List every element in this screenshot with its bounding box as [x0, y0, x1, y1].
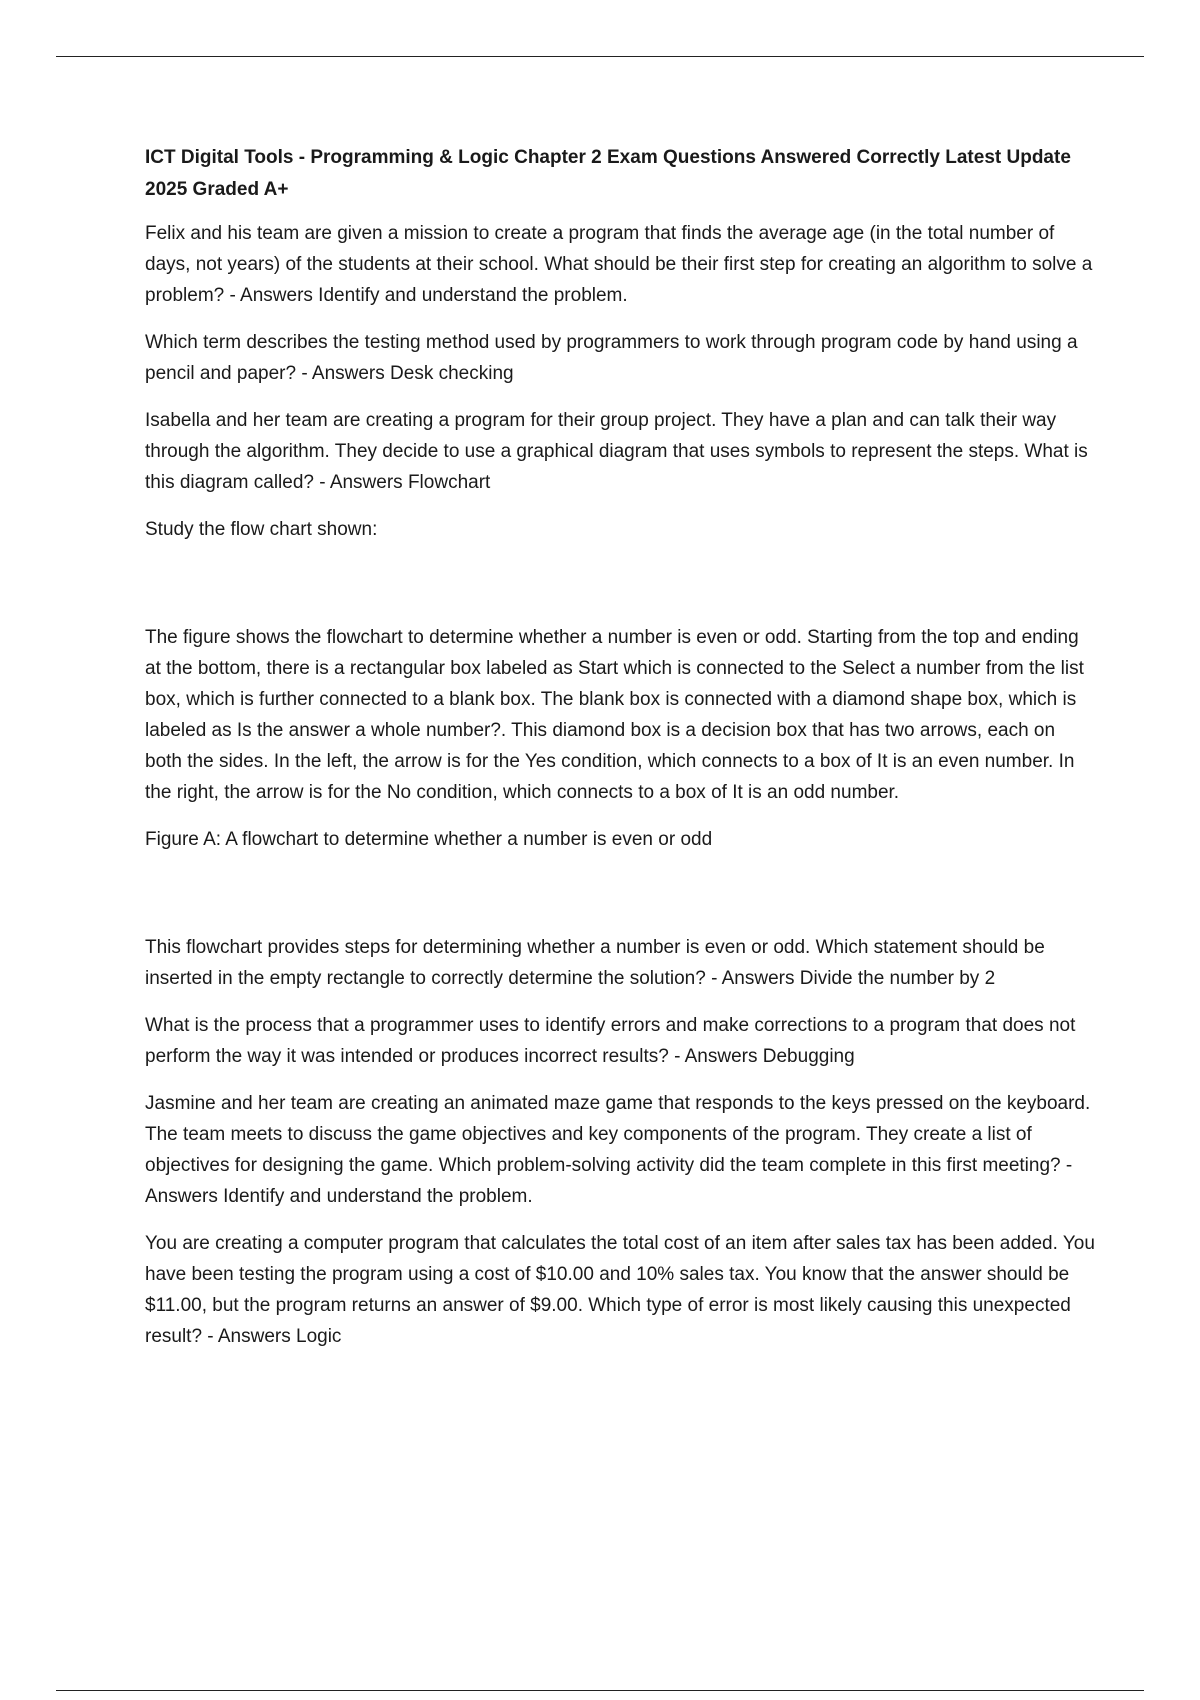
missing-figure-gap — [145, 561, 1095, 622]
question-felix: Felix and his team are given a mission to create a program that finds the average age (in the total number of days, not years) of the students at their school. What should be their first step for creating an algorithm to solve a problem? - Answers Identify and understand the problem. — [145, 223, 1093, 306]
question-jasmine: Jasmine and her team are creating an animated maze game that responds to the keys pressed on the keyboard. The team meets to discuss the game objectives and key components of the program. They create a list of objectives for designing the game. Which problem-solving activity did the team complete in this first meeting? - Answers Identify and understand the problem. — [145, 1093, 1091, 1207]
question-isabella: Isabella and her team are creating a program for their group project. They have a plan and can talk their way through the algorithm. They decide to use a graphical diagram that uses symbols to represent the steps. What is this diagram called? - Answers Flowchart — [145, 410, 1088, 493]
document-title: ICT Digital Tools - Programming & Logic Chapter 2 Exam Questions Answered Correctly Latest Update 2025 Graded A+ — [145, 147, 1071, 200]
question-debugging: What is the process that a programmer uses to identify errors and make corrections to a program that does not perform the way it was intended or produces incorrect results? - Answers Debugging — [145, 1015, 1076, 1067]
footer-rule — [56, 1690, 1144, 1691]
question-sales-tax: You are creating a computer program that calculates the total cost of an item after sales tax has been added. You have been testing the program using a cost of $10.00 and 10% sales tax. You know that the answer should be $11.00, but the program returns an answer of $9.00. Which type of error is most likely causing this unexpected result? - Answers Logic — [145, 1233, 1095, 1347]
figure-caption: Figure A: A flowchart to determine whether a number is even or odd — [145, 829, 713, 850]
figure-description: The figure shows the flowchart to determine whether a number is even or odd. Starting from the top and ending at the bottom, there is a rectangular box labeled as Start which is connected to the Select a number from the list box, which is further connected to a blank box. The blank box is connected with a diamond shape box, which is labeled as Is the answer a whole number?. This diamond box is a decision box that has two arrows, each on both the sides. In the left, the arrow is for the Yes condition, which connects to a box of It is an even number. In the right, the arrow is for the No condition, which connects to a box of It is an odd number. — [145, 627, 1084, 803]
study-flowchart-prompt: Study the flow chart shown: — [145, 519, 378, 540]
document-body — [145, 142, 1095, 1368]
question-desk-checking: Which term describes the testing method used by programmers to work through program code by hand using a pencil and paper? - Answers Desk checking — [145, 332, 1078, 384]
missing-figure-gap-2 — [145, 871, 1095, 932]
header-rule — [56, 56, 1144, 57]
question-flowchart-statement: This flowchart provides steps for determining whether a number is even or odd. Which statement should be inserted in the empty rectangle to correctly determine the solution? - Answers Divide the number by 2 — [145, 937, 1045, 989]
